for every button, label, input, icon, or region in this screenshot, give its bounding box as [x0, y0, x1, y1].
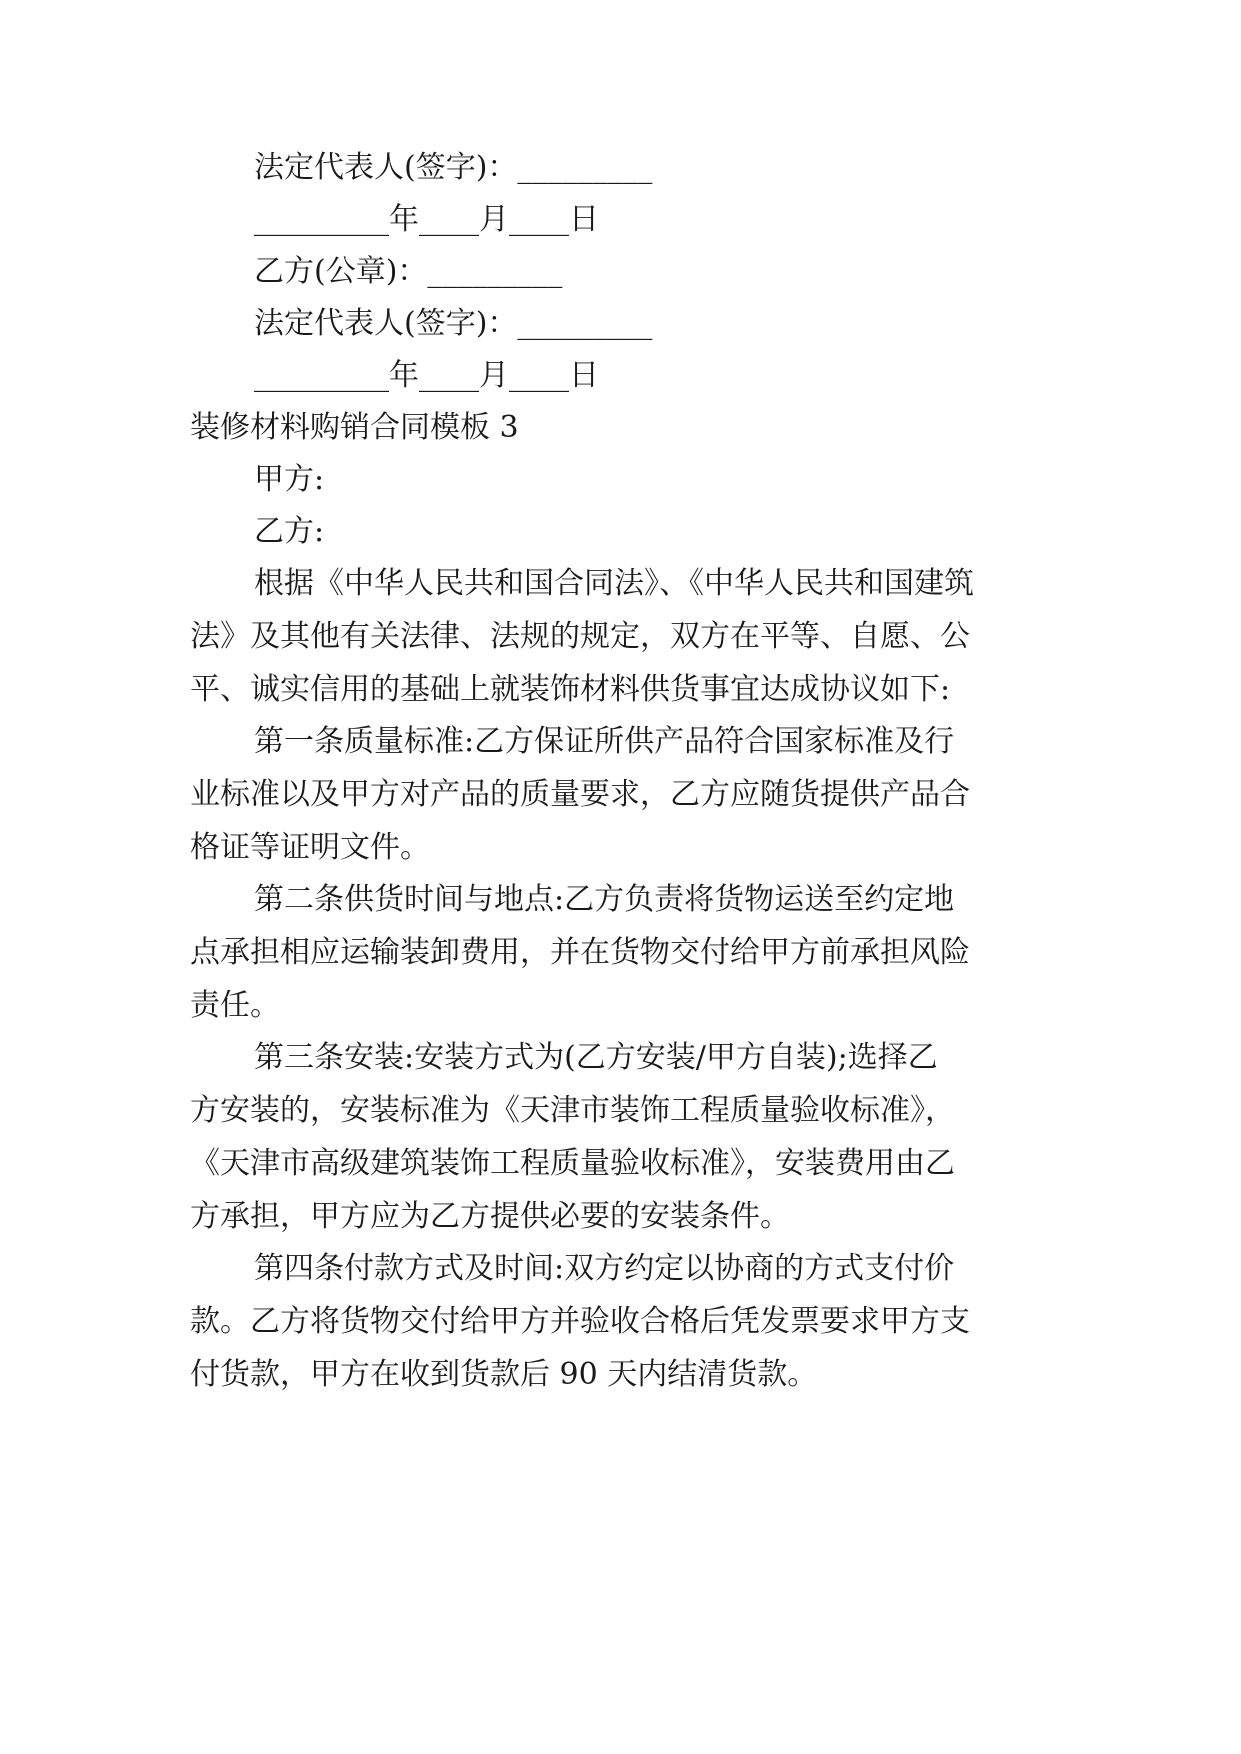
- article-3-line: 方安装的，安装标准为《天津市装饰工程质量验收标准》，: [190, 1093, 955, 1128]
- article-3-line: 第三条安装:安装方式为(乙方安装/甲方自装);选择乙: [254, 1040, 938, 1075]
- party-a-line: 甲方:: [254, 462, 325, 497]
- legal-rep-signature-line-2: 法定代表人(签字)：_________: [254, 306, 653, 341]
- article-4-line: 第四条付款方式及时间:双方约定以协商的方式支付价: [254, 1251, 955, 1286]
- article-3-line: 方承担，甲方应为乙方提供必要的安装条件。: [190, 1199, 790, 1234]
- article-1-line: 格证等证明文件。: [190, 830, 430, 865]
- date-line-2: _________年____月____日: [254, 358, 599, 393]
- article-2-line: 点承担相应运输装卸费用，并在货物交付给甲方前承担风险: [190, 935, 970, 970]
- article-4-line: 付货款，甲方在收到货款后 90 天内结清货款。: [190, 1357, 818, 1392]
- article-2-line: 第二条供货时间与地点:乙方负责将货物运送至约定地: [254, 882, 955, 917]
- date-line-1: _________年____月____日: [254, 202, 599, 237]
- article-3-line: 《天津市高级建筑装饰工程质量验收标准》，安装费用由乙: [190, 1146, 955, 1181]
- intro-line: 法》及其他有关法律、法规的规定，双方在平等、自愿、公: [190, 619, 970, 654]
- section-title: 装修材料购销合同模板 3: [190, 410, 519, 445]
- legal-rep-signature-line-1: 法定代表人(签字)：_________: [254, 150, 653, 185]
- party-b-seal-line: 乙方(公章)：_________: [254, 254, 563, 289]
- article-4-line: 款。乙方将货物交付给甲方并验收合格后凭发票要求甲方支: [190, 1304, 970, 1339]
- party-b-line: 乙方:: [254, 514, 325, 549]
- intro-line: 根据《中华人民共和国合同法》、《中华人民共和国建筑: [254, 566, 974, 601]
- intro-line: 平、诚实信用的基础上就装饰材料供货事宜达成协议如下:: [190, 672, 951, 707]
- article-1-line: 业标准以及甲方对产品的质量要求，乙方应随货提供产品合: [190, 777, 970, 812]
- article-1-line: 第一条质量标准:乙方保证所供产品符合国家标准及行: [254, 724, 955, 759]
- article-2-line: 责任。: [190, 988, 280, 1023]
